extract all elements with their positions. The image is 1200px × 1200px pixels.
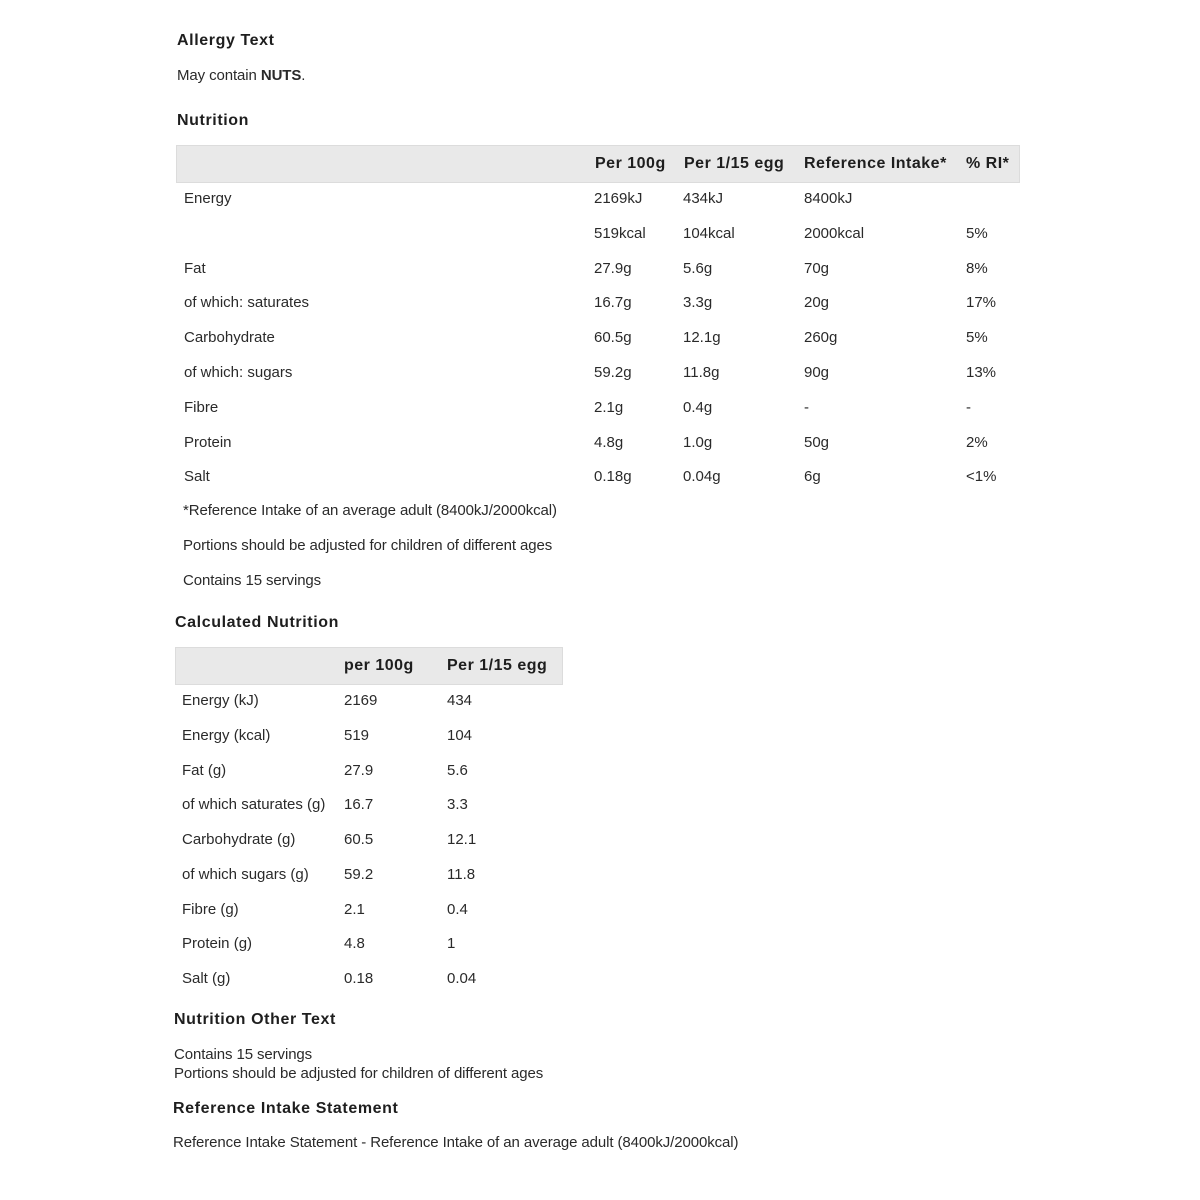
calculated-table-row: [0, 753, 1200, 788]
nutrition-cell-percent-ri-value: 2%: [966, 433, 988, 451]
nutrition-col-per-serving: Per 1/15 egg: [684, 155, 785, 172]
allergy-text: [177, 67, 305, 84]
nutrition-cell-per-serving-value: 0.04g: [683, 468, 721, 486]
nutrition-table-row: [0, 320, 1200, 355]
nutrition-table-row: [0, 181, 1200, 216]
calculated-cell-per-100g-value: 59.2: [344, 865, 374, 883]
reference-heading: Reference Intake Statement: [173, 1100, 399, 1117]
calculated-cell-per-serving-value: 434: [447, 692, 473, 709]
calculated-cell-nutrient-name: Carbohydrate (g): [182, 831, 296, 848]
nutrition-cell-percent-ri-value: 5%: [966, 224, 988, 242]
calculated-cell-per-100g-value: 0.18: [344, 970, 374, 987]
calculated-cell-per-100g-value: 16.7: [344, 796, 374, 814]
nutrition-cell-per-serving-value: 5.6g: [683, 259, 713, 277]
calculated-cell-per-serving-value: 0.4: [447, 900, 468, 918]
other-text-line2: Portions should be adjusted for children of different ages: [174, 1065, 544, 1082]
calculated-table-row: [0, 683, 1200, 718]
calculated-table-header: [175, 647, 563, 685]
nutrition-cell-per-serving-value: 11.8g: [683, 364, 720, 381]
calculated-table-row: [0, 822, 1200, 857]
other-text-line1: Contains 15 servings: [174, 1046, 313, 1063]
calculated-cell-per-100g-value: 60.5: [344, 831, 374, 848]
nutrition-cell-nutrient-name: Salt: [184, 468, 210, 486]
calculated-cell-per-serving-value: 1: [447, 935, 456, 953]
nutrition-cell-nutrient-name: of which: sugars: [184, 364, 293, 381]
nutrition-cell-per-serving-value: 12.1g: [683, 329, 721, 347]
nutrition-table-row: [0, 355, 1200, 390]
nutrition-table-row: [0, 390, 1200, 425]
nutrition-cell-reference-intake-value: 8400kJ: [804, 190, 853, 207]
nutrition-table-row: [0, 216, 1200, 251]
calculated-cell-per-serving-value: 0.04: [447, 970, 477, 987]
calculated-cell-nutrient-name: Salt (g): [182, 970, 231, 987]
calculated-cell-per-100g-value: 2.1: [344, 900, 365, 918]
nutrition-cell-reference-intake-value: 2000kcal: [804, 224, 865, 242]
nutrition-cell-percent-ri-value: <1%: [966, 468, 997, 486]
calculated-table-row: [0, 961, 1200, 996]
nutrition-cell-per-100g-value: 27.9g: [594, 259, 632, 277]
nutrition-col-percent-ri: % RI*: [966, 155, 1010, 172]
nutrition-cell-per-serving-value: 1.0g: [683, 433, 713, 451]
nutrition-cell-reference-intake-value: 90g: [804, 364, 830, 381]
calculated-cell-per-100g-value: 519: [344, 726, 370, 744]
nutrition-cell-per-100g-value: 2169kJ: [594, 190, 643, 207]
calculated-cell-nutrient-name: Fibre (g): [182, 900, 239, 918]
calculated-table-row: [0, 787, 1200, 822]
nutrition-footnote-ri: *Reference Intake of an average adult (8400kJ/2000kcal): [183, 502, 557, 519]
nutrition-heading: Nutrition: [177, 112, 250, 129]
nutrition-cell-per-serving-value: 104kcal: [683, 224, 735, 242]
calculated-cell-per-100g-value: 2169: [344, 692, 378, 709]
nutrition-table-row: [0, 285, 1200, 320]
calculated-table-row: [0, 857, 1200, 892]
nutrition-cell-reference-intake-value: 50g: [804, 433, 830, 451]
nutrition-cell-reference-intake-value: 6g: [804, 468, 821, 486]
nutrition-cell-nutrient-name: Energy: [184, 190, 232, 207]
allergy-text-suffix: .: [301, 67, 306, 84]
other-text-heading: Nutrition Other Text: [174, 1011, 336, 1028]
reference-text: Reference Intake Statement - Reference Intake of an average adult (8400kJ/2000kcal): [173, 1134, 739, 1151]
calculated-table-row: [0, 718, 1200, 753]
nutrition-cell-reference-intake-value: 20g: [804, 294, 830, 312]
nutrition-cell-percent-ri-value: 17%: [966, 294, 997, 312]
calculated-cell-per-100g-value: 4.8: [344, 935, 365, 953]
nutrition-cell-per-100g-value: 16.7g: [594, 294, 632, 312]
nutrition-cell-percent-ri-value: 5%: [966, 329, 988, 347]
calculated-cell-per-serving-value: 3.3: [447, 796, 468, 814]
calculated-cell-nutrient-name: of which saturates (g): [182, 796, 326, 814]
calculated-heading: Calculated Nutrition: [175, 614, 340, 631]
nutrition-table-row: [0, 459, 1200, 494]
calculated-cell-nutrient-name: Fat (g): [182, 761, 227, 779]
nutrition-footnote-portions: Portions should be adjusted for children of different ages: [183, 537, 553, 554]
nutrition-table-row: [0, 425, 1200, 460]
nutrition-table-header: [176, 145, 1020, 183]
nutrition-cell-per-100g-value: 2.1g: [594, 398, 624, 416]
nutrition-cell-per-100g-value: 60.5g: [594, 329, 632, 347]
calculated-cell-nutrient-name: Energy (kJ): [182, 692, 259, 709]
nutrition-cell-nutrient-name: Fibre: [184, 398, 219, 416]
calculated-cell-nutrient-name: Protein (g): [182, 935, 253, 953]
calculated-cell-per-serving-value: 104: [447, 726, 473, 744]
nutrition-col-per100g: Per 100g: [595, 155, 666, 172]
nutrition-cell-per-100g-value: 0.18g: [594, 468, 632, 486]
nutrition-cell-reference-intake-value: -: [804, 398, 809, 416]
nutrition-col-reference-intake: Reference Intake*: [804, 155, 947, 172]
calculated-table-row: [0, 926, 1200, 961]
allergy-heading: Allergy Text: [177, 32, 275, 49]
calculated-col-per100g: per 100g: [344, 657, 414, 674]
allergy-text-bold: NUTS: [260, 67, 302, 84]
nutrition-cell-nutrient-name: Carbohydrate: [184, 329, 275, 347]
calculated-cell-per-serving-value: 12.1: [447, 831, 477, 848]
nutrition-cell-nutrient-name: of which: saturates: [184, 294, 310, 312]
nutrition-cell-per-100g-value: 519kcal: [594, 224, 646, 242]
nutrition-cell-percent-ri-value: -: [966, 398, 971, 416]
allergy-text-prefix: May contain: [177, 67, 261, 84]
nutrition-cell-per-serving-value: 0.4g: [683, 398, 713, 416]
nutrition-cell-reference-intake-value: 260g: [804, 329, 838, 347]
nutrition-cell-per-serving-value: 434kJ: [683, 190, 724, 207]
nutrition-cell-nutrient-name: Fat: [184, 259, 206, 277]
nutrition-footnote-servings: Contains 15 servings: [183, 572, 322, 589]
nutrition-cell-reference-intake-value: 70g: [804, 259, 830, 277]
nutrition-cell-percent-ri-value: 13%: [966, 364, 997, 381]
calculated-cell-nutrient-name: of which sugars (g): [182, 865, 309, 883]
calculated-cell-nutrient-name: Energy (kcal): [182, 726, 271, 744]
nutrition-cell-nutrient-name: Protein: [184, 433, 232, 451]
calculated-cell-per-100g-value: 27.9: [344, 761, 374, 779]
calculated-col-per-serving: Per 1/15 egg: [447, 657, 548, 674]
nutrition-cell-per-100g-value: 4.8g: [594, 433, 624, 451]
calculated-table-row: [0, 892, 1200, 927]
nutrition-cell-per-serving-value: 3.3g: [683, 294, 713, 312]
nutrition-cell-percent-ri-value: 8%: [966, 259, 988, 277]
calculated-cell-per-serving-value: 11.8: [447, 865, 476, 883]
nutrition-table-row: [0, 251, 1200, 286]
calculated-cell-per-serving-value: 5.6: [447, 761, 468, 779]
nutrition-cell-per-100g-value: 59.2g: [594, 364, 632, 381]
